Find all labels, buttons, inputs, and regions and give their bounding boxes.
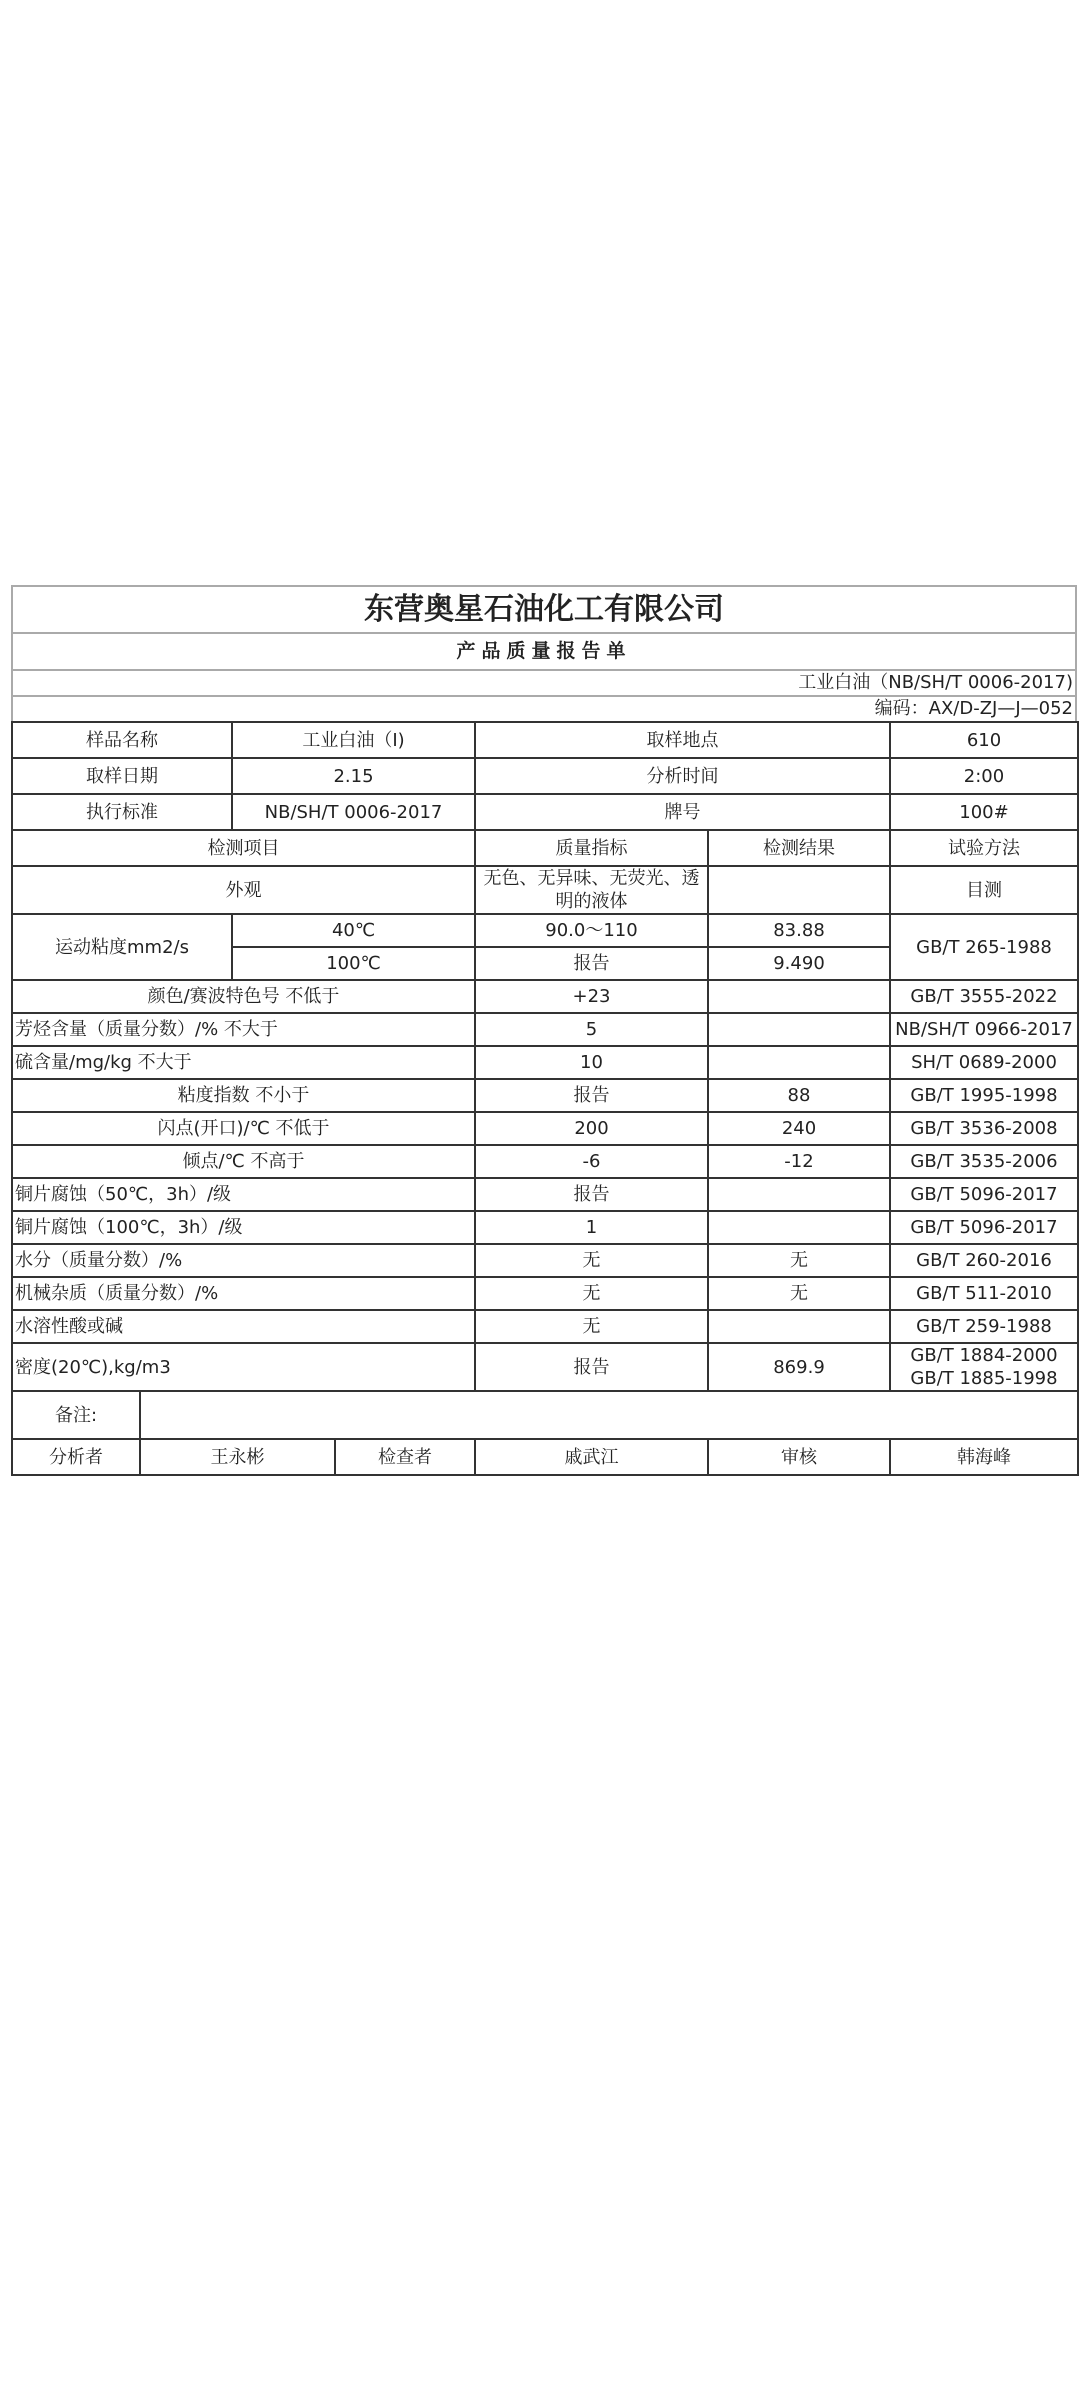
temperature: 100℃ (232, 947, 475, 980)
info-row (12, 722, 1078, 758)
result-value (708, 1178, 890, 1211)
item-name: 水分（质量分数）/% (12, 1244, 475, 1277)
temperature: 40℃ (232, 914, 475, 947)
info-value: 工业白油（I) (232, 722, 475, 758)
result-value: 83.88 (708, 914, 890, 947)
spec-value: 无色、无异味、无荧光、透明的液体 (475, 866, 708, 914)
report-title: 产品质量报告单 (11, 632, 1077, 669)
result-value (708, 1046, 890, 1079)
spec-value: 200 (475, 1112, 708, 1145)
method-value: 目测 (890, 866, 1078, 914)
spec-value: 报告 (475, 1178, 708, 1211)
method-value: NB/SH/T 0966-2017 (890, 1013, 1078, 1046)
method-value: GB/T 5096-2017 (890, 1211, 1078, 1244)
item-name: 铜片腐蚀（50℃，3h）/级 (12, 1178, 475, 1211)
result-value (708, 866, 890, 914)
spec-value: 无 (475, 1277, 708, 1310)
header-result: 检测结果 (708, 830, 890, 866)
result-value: 88 (708, 1079, 890, 1112)
info-label: 样品名称 (12, 722, 232, 758)
reviewer-label: 审核 (708, 1439, 890, 1475)
table-row (12, 1343, 1078, 1391)
table-row (12, 1079, 1078, 1112)
result-value (708, 1211, 890, 1244)
method-value: GB/T 259-1988 (890, 1310, 1078, 1343)
item-name: 机械杂质（质量分数）/% (12, 1277, 475, 1310)
remarks-field[interactable] (140, 1391, 1078, 1439)
analyst-label: 分析者 (12, 1439, 140, 1475)
spec-value: +23 (475, 980, 708, 1013)
table-row (12, 1244, 1078, 1277)
item-name: 闪点(开口)/℃ 不低于 (12, 1112, 475, 1145)
table-row (12, 1277, 1078, 1310)
spec-value: 无 (475, 1310, 708, 1343)
spec-value: 1 (475, 1211, 708, 1244)
result-value: 240 (708, 1112, 890, 1145)
column-header-row (12, 830, 1078, 866)
result-value (708, 980, 890, 1013)
item-name: 粘度指数 不小于 (12, 1079, 475, 1112)
item-name: 运动粘度mm2/s (12, 914, 232, 980)
item-name: 硫含量/mg/kg 不大于 (12, 1046, 475, 1079)
table-row (12, 1178, 1078, 1211)
method-value: GB/T 3536-2008 (890, 1112, 1078, 1145)
info-value: 610 (890, 722, 1078, 758)
item-name: 倾点/℃ 不高于 (12, 1145, 475, 1178)
remarks-row (12, 1391, 1078, 1439)
info-row (12, 794, 1078, 830)
result-value: 无 (708, 1277, 890, 1310)
item-name: 密度(20℃),kg/m3 (12, 1343, 475, 1391)
spec-value: 报告 (475, 1343, 708, 1391)
table-row (12, 1046, 1078, 1079)
info-value: 100# (890, 794, 1078, 830)
spec-value: 10 (475, 1046, 708, 1079)
table-row (12, 914, 1078, 947)
item-name: 水溶性酸或碱 (12, 1310, 475, 1343)
result-value (708, 1013, 890, 1046)
spec-value: 报告 (475, 1079, 708, 1112)
spec-value: -6 (475, 1145, 708, 1178)
method-value: GB/T 511-2010 (890, 1277, 1078, 1310)
method-value: GB/T 3535-2006 (890, 1145, 1078, 1178)
spec-value: 报告 (475, 947, 708, 980)
result-value (708, 1310, 890, 1343)
info-label: 取样日期 (12, 758, 232, 794)
info-row (12, 758, 1078, 794)
item-name: 铜片腐蚀（100℃，3h）/级 (12, 1211, 475, 1244)
info-value: 2:00 (890, 758, 1078, 794)
method-value: GB/T 260-2016 (890, 1244, 1078, 1277)
result-value: 869.9 (708, 1343, 890, 1391)
info-label: 取样地点 (475, 722, 890, 758)
spec-value: 5 (475, 1013, 708, 1046)
analyst-name: 王永彬 (140, 1439, 335, 1475)
table-row (12, 1112, 1078, 1145)
table-row (12, 980, 1078, 1013)
header-spec: 质量指标 (475, 830, 708, 866)
spec-value: 无 (475, 1244, 708, 1277)
result-value: 无 (708, 1244, 890, 1277)
method-value: GB/T 1884-2000 GB/T 1885-1998 (890, 1343, 1078, 1391)
method-value: GB/T 1995-1998 (890, 1079, 1078, 1112)
info-value: 2.15 (232, 758, 475, 794)
signature-row (12, 1439, 1078, 1475)
table-row (12, 1211, 1078, 1244)
header-item: 检测项目 (12, 830, 475, 866)
report-table (11, 721, 1079, 1476)
document-code: 编码：AX/D-ZJ—J—052 (11, 695, 1077, 721)
reviewer-name: 韩海峰 (890, 1439, 1078, 1475)
info-label: 分析时间 (475, 758, 890, 794)
spec-value: 90.0～110 (475, 914, 708, 947)
info-label: 执行标准 (12, 794, 232, 830)
method-value: GB/T 265-1988 (890, 914, 1078, 980)
item-name: 芳烃含量（质量分数）/% 不大于 (12, 1013, 475, 1046)
company-name: 东营奥星石油化工有限公司 (11, 585, 1077, 632)
method-value: GB/T 5096-2017 (890, 1178, 1078, 1211)
table-row (12, 866, 1078, 914)
item-name: 外观 (12, 866, 475, 914)
checker-name: 戚武江 (475, 1439, 708, 1475)
method-value: GB/T 3555-2022 (890, 980, 1078, 1013)
product-standard: 工业白油（NB/SH/T 0006-2017) (11, 669, 1077, 695)
table-row (12, 1145, 1078, 1178)
result-value: -12 (708, 1145, 890, 1178)
item-name: 颜色/赛波特色号 不低于 (12, 980, 475, 1013)
remarks-label: 备注: (12, 1391, 140, 1439)
checker-label: 检查者 (335, 1439, 475, 1475)
info-label: 牌号 (475, 794, 890, 830)
info-value: NB/SH/T 0006-2017 (232, 794, 475, 830)
quality-report-sheet (11, 585, 1077, 1476)
header-method: 试验方法 (890, 830, 1078, 866)
method-value: SH/T 0689-2000 (890, 1046, 1078, 1079)
table-row (12, 1310, 1078, 1343)
result-value: 9.490 (708, 947, 890, 980)
table-row (12, 1013, 1078, 1046)
